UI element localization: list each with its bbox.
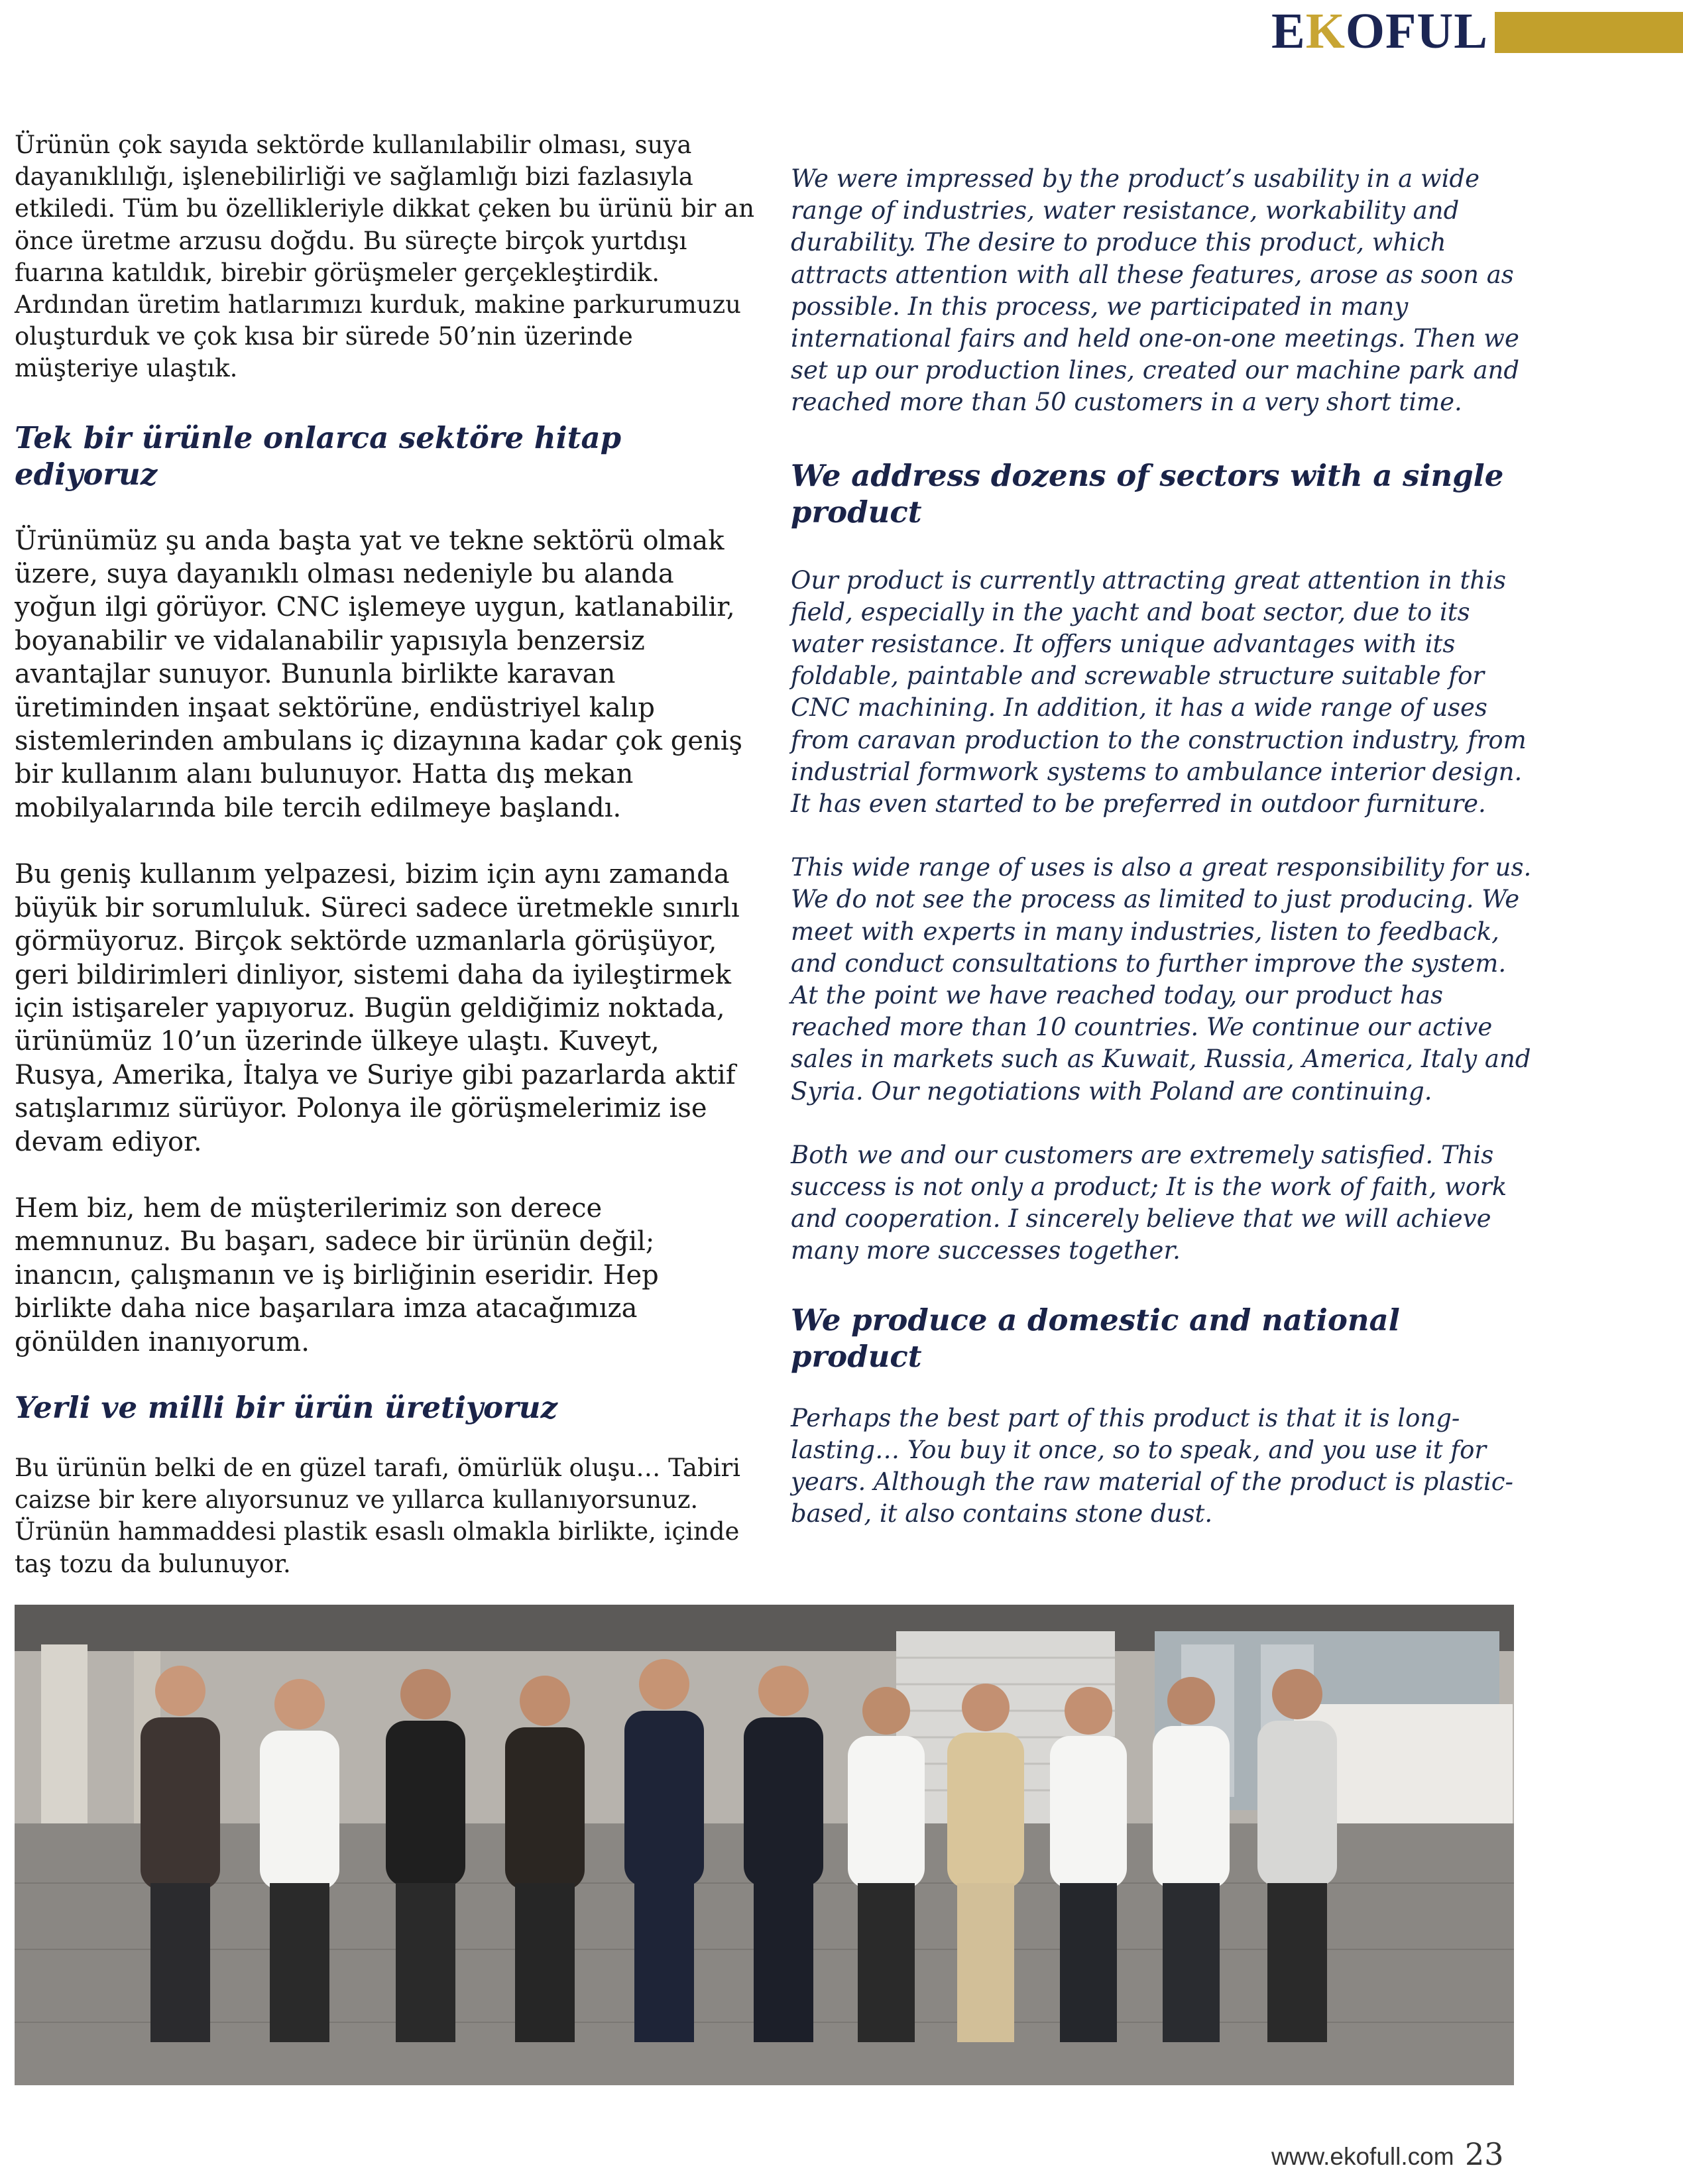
en-paragraph-1: We were impressed by the product’s usability in a wide range of industries, water resistance, workability and durability. The desire to produce this product, which attracts attention with all these features, arose as soon as possible. In this process, we participated in many international fairs and held one-on-one meetings. Then we set up our production lines, created our machine park and reached more than 50 customers in a very short time. [791, 164, 1520, 417]
footer-website-url: www.ekofull.com [1271, 2143, 1454, 2170]
en-paragraph-3: This wide range of uses is also a great responsibility for us. We do not see the process as limited to just producing. We meet with experts in many industries, listen to feedback, and conduct consultations to further improve the system. At the point we have reached today, our product has reached more than 10 countries. We continue our active sales in markets such as Kuwait, Russia, America, Italy and Syria. Our negotiations with Poland are continuing. [791, 853, 1532, 1106]
person-7 [848, 1687, 925, 2042]
team-group-photo [15, 1605, 1514, 2085]
person-9 [1050, 1687, 1127, 2042]
en-subheading-1: We address dozens of sectors with a single product [791, 457, 1504, 530]
tr-paragraph-4: Hem biz, hem de müşterilerimiz son derece memnunuz. Bu başarı, sadece bir ürünün değil; inancın, çalışmanın ve iş birliğinin eseridir. Hep birlikte daha nice başarılara imza atacağımıza gönülden inanıyorum. [15, 1192, 659, 1357]
en-paragraph-5: Perhaps the best part of this product is that it is long-lasting… You buy it once, so to speak, and you use it for years. Although the raw material of the product is plastic-based, it also contains stone dust. [791, 1403, 1513, 1528]
person-4 [505, 1676, 585, 2042]
tr-paragraph-1: Ürünün çok sayıda sektörde kullanılabilir olması, suya dayanıklılığı, işlenebilirliği ve sağlamlığı bizi fazlasıyla etkiledi. Tüm bu özellikleriyle dikkat çeken bu ürünü bir an önce üretme arzusu doğdu. Bu süreçte birçok yurtdışı fuarına katıldık, birebir görüşmeler gerçekleştirdik. Ardından üretim hatlarımızı kurduk, makine parkurumuzu oluşturduk ve çok kısa bir sürede 50’nin üzerinde müşteriye ulaştık. [15, 131, 755, 383]
person-5 [624, 1659, 704, 2042]
tr-subheading-1: Tek bir ürünle onlarca sektöre hitap ediyoruz [15, 420, 622, 492]
page-number: 23 [1465, 2136, 1504, 2172]
ekoful-logo: EKOFUL [1271, 3, 1488, 59]
en-paragraph-2: Our product is currently attracting great attention in this field, especially in the yacht and boat sector, due to its water resistance. It offers unique advantages with its foldable, paintable and screwable structure suitable for CNC machining. In addition, it has a wide range of uses from caravan production to the construction industry, from industrial formwork systems to ambulance interior design. It has even started to be preferred in outdoor furniture. [791, 565, 1527, 819]
tr-paragraph-2: Ürünümüz şu anda başta yat ve tekne sektörü olmak üzere, suya dayanıklı olması nedeniyle bu alanda yoğun ilgi görüyor. CNC işlemeye uygun, katlanabilir, boyanabilir ve vidalanabilir yapısıyla benzersiz avantajlar sunuyor. Bununla birlikte karavan üretiminden inşaat sektörüne, endüstriyel kalıp sistemlerinden ambulans iç dizaynına kadar çok geniş bir kullanım alanı bulunuyor. Hatta dış mekan mobilyalarında bile tercih edilmeye başlandı. [15, 525, 743, 823]
person-2 [260, 1679, 339, 2042]
person-8 [947, 1684, 1024, 2042]
en-subheading-2: We produce a domestic and national product [791, 1302, 1400, 1374]
english-column [791, 163, 1533, 1530]
en-paragraph-4: Both we and our customers are extremely satisfied. This success is not only a product; It is the work of faith, work and cooperation. I sincerely believe that we will achieve many more successes together. [791, 1140, 1507, 1265]
tr-paragraph-5: Bu ürünün belki de en güzel tarafı, ömürlük oluşu… Tabiri caizse bir kere alıyorsunuz ve yıllarca kullanıyorsunuz. Ürünün hammaddesi plastik esaslı olmakla birlikte, içinde taş tozu da bulunuyor. [15, 1453, 741, 1578]
team-members-silhouettes [15, 1605, 1514, 2085]
person-1 [141, 1666, 220, 2042]
turkish-column [15, 129, 757, 1580]
header-gold-bar [1495, 12, 1683, 53]
tr-paragraph-3: Bu geniş kullanım yelpazesi, bizim için aynı zamanda büyük bir sorumluluk. Süreci sadece üretmekle sınırlı görmüyoruz. Birçok sektörde uzmanlarla görüşüyor, geri bildirimleri dinliyor, sistemi daha da iyileştirmek için istişareler yapıyoruz. Bugün geldiğimiz noktada, ürünümüz 10’un üzerinde ülkeye ulaştı. Kuveyt, Rusya, Amerika, İtalya ve Suriye gibi pazarlarda aktif satışlarımız sürüyor. Polonya ile görüşmelerimiz ise devam ediyor. [15, 859, 740, 1157]
person-6 [744, 1666, 823, 2042]
person-11 [1257, 1669, 1337, 2042]
person-3 [386, 1669, 465, 2042]
tr-subheading-2: Yerli ve milli bir ürün üretiyoruz [15, 1389, 558, 1425]
person-10 [1153, 1677, 1230, 2042]
